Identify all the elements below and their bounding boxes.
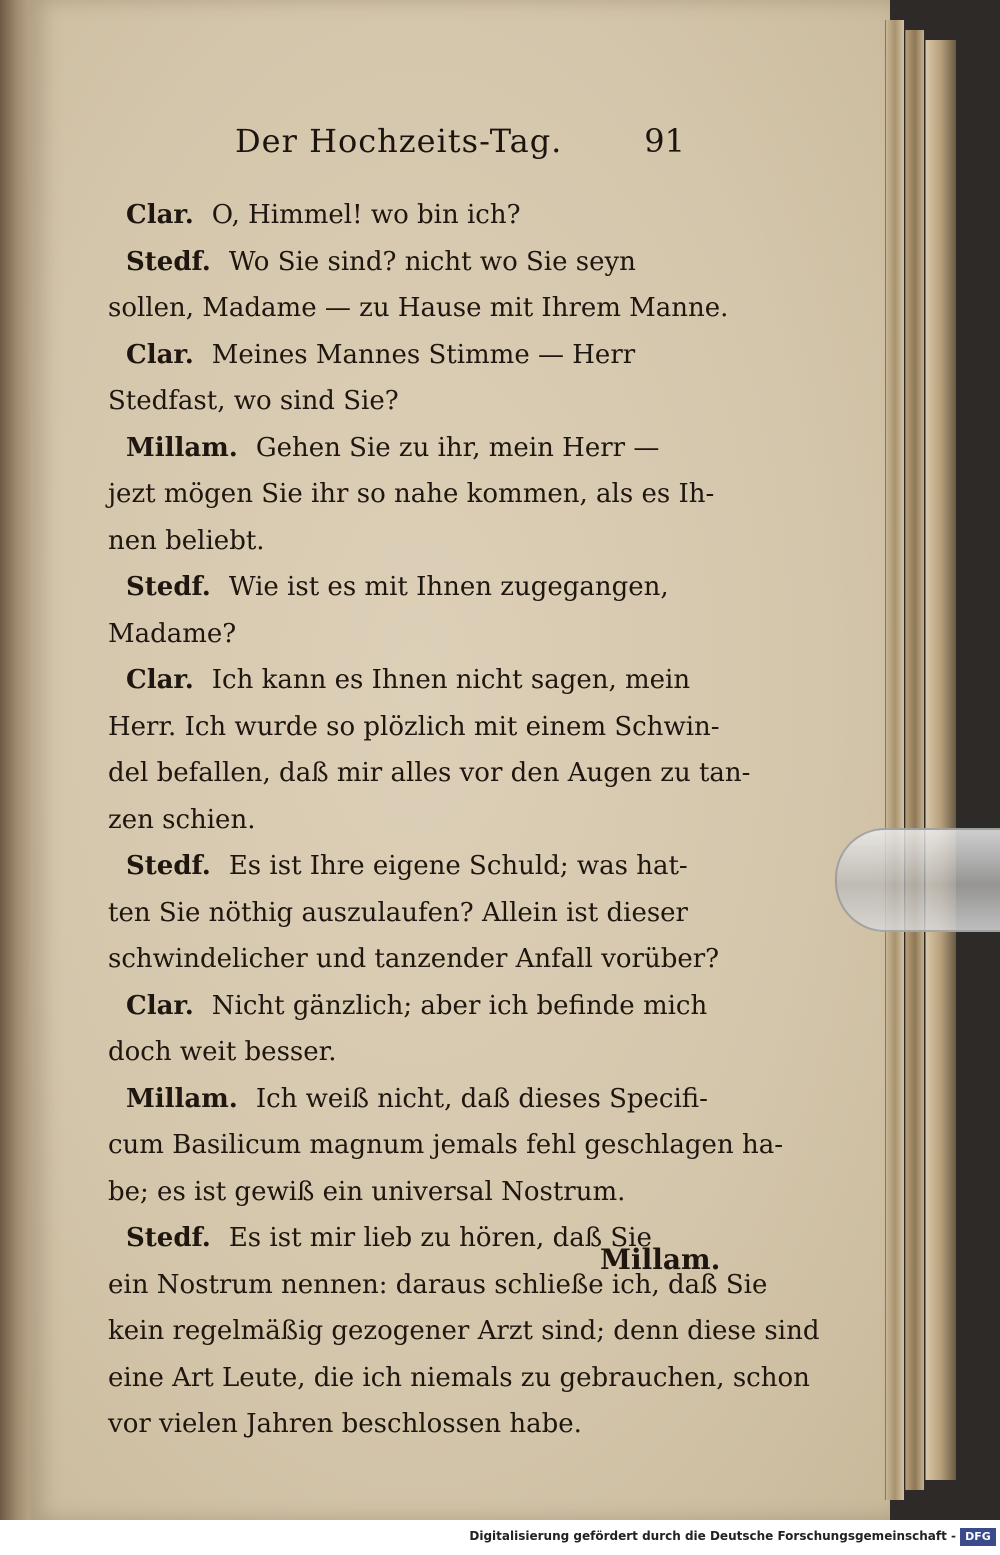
line-text: schwindelicher und tanzender Anfall vorüber?: [108, 944, 720, 974]
line-text: ten Sie nöthig auszulaufen? Allein ist dieser: [108, 897, 688, 928]
speech-line: [108, 983, 706, 1030]
page-number: 91: [644, 122, 685, 160]
speech-line: [108, 425, 706, 472]
text-line: [108, 750, 751, 797]
footer-bar: [0, 1520, 1000, 1555]
line-text: eine Art Leute, die ich niemals zu gebrauchen, schon: [108, 1362, 810, 1393]
text-line: [108, 518, 706, 565]
left-page-edge: [0, 0, 32, 1520]
line-text: nen beliebt.: [108, 525, 265, 556]
text-line: [108, 890, 706, 937]
text-line: [108, 1308, 820, 1355]
speech-line: [108, 843, 706, 890]
speaker-name: Clar.: [126, 990, 194, 1021]
line-text: vor vielen Jahren beschlossen habe.: [108, 1409, 582, 1439]
speech-line: [108, 332, 706, 379]
text-line: [108, 611, 706, 658]
page-clip: [835, 828, 1000, 932]
line-text: kein regelmäßig gezogener Arzt sind; denn diese sind: [108, 1316, 820, 1346]
speaker-name: Clar.: [126, 339, 194, 370]
speaker-name: Millam.: [126, 432, 238, 463]
text-line: [108, 1401, 706, 1448]
line-text: del befallen, daß mir alles vor den Augen zu tan-: [108, 758, 751, 788]
speech-line: [108, 192, 706, 239]
speaker-name: Stedf.: [126, 246, 211, 277]
page-edges: [905, 30, 924, 1490]
line-text: be; es ist gewiß ein universal Nostrum.: [108, 1176, 626, 1207]
text-line: [108, 1029, 706, 1076]
line-text: sollen, Madame — zu Hause mit Ihrem Manne.: [108, 293, 729, 323]
line-text: Gehen Sie zu ihr, mein Herr —: [255, 432, 660, 463]
speaker-name: Stedf.: [126, 572, 211, 602]
line-text: Wo Sie sind? nicht wo Sie seyn: [228, 246, 636, 277]
speech-line: [108, 564, 706, 611]
text-line: [108, 471, 715, 518]
dfg-logo: DFG: [960, 1528, 996, 1546]
line-text: Stedfast, wo sind Sie?: [108, 386, 399, 416]
catchword: Millam.: [600, 1243, 721, 1276]
speech-line: [108, 239, 706, 286]
line-text: ein Nostrum nennen: daraus schließe ich, daß Sie: [108, 1269, 768, 1300]
line-text: zen schien.: [108, 804, 256, 835]
line-text: Ich kann es Ihnen nicht sagen, mein: [211, 665, 691, 695]
text-line: [108, 936, 720, 983]
text-line: [108, 797, 706, 844]
line-text: Es ist mir lieb zu hören, daß Sie: [228, 1223, 652, 1253]
funding-credit: Digitalisierung gefördert durch die Deutsche Forschungsgemeinschaft -: [469, 1529, 956, 1543]
speaker-name: Clar.: [126, 665, 194, 695]
line-text: jezt mögen Sie ihr so nahe kommen, als es Ih-: [108, 479, 715, 509]
speaker-name: Stedf.: [126, 1223, 211, 1253]
running-header: [235, 122, 685, 172]
line-text: Meines Mannes Stimme — Herr: [211, 339, 636, 370]
text-line: [108, 704, 720, 751]
line-text: doch weit besser.: [108, 1037, 337, 1067]
line-text: Nicht gänzlich; aber ich befinde mich: [211, 990, 708, 1021]
text-line: [108, 378, 706, 425]
speaker-name: Millam.: [126, 1083, 238, 1114]
line-text: Madame?: [108, 618, 237, 649]
text-line: [108, 1169, 706, 1216]
page-edges: [925, 40, 956, 1480]
text-line: [108, 1355, 810, 1402]
line-text: O, Himmel! wo bin ich?: [211, 200, 521, 230]
line-text: Ich weiß nicht, daß dieses Specifi-: [255, 1083, 708, 1114]
speech-line: [108, 1076, 706, 1123]
text-line: [108, 285, 729, 332]
line-text: cum Basilicum magnum jemals fehl geschlagen ha-: [108, 1130, 783, 1160]
speaker-name: Stedf.: [126, 851, 211, 881]
speech-line: [108, 657, 706, 704]
speaker-name: Clar.: [126, 200, 194, 230]
text-line: [108, 1122, 783, 1169]
running-title: Der Hochzeits-Tag.: [235, 122, 563, 160]
line-text: Wie ist es mit Ihnen zugegangen,: [228, 572, 669, 602]
line-text: Herr. Ich wurde so plözlich mit einem Schwin-: [108, 711, 720, 742]
line-text: Es ist Ihre eigene Schuld; was hat-: [228, 851, 688, 881]
page-edges: [885, 20, 904, 1500]
